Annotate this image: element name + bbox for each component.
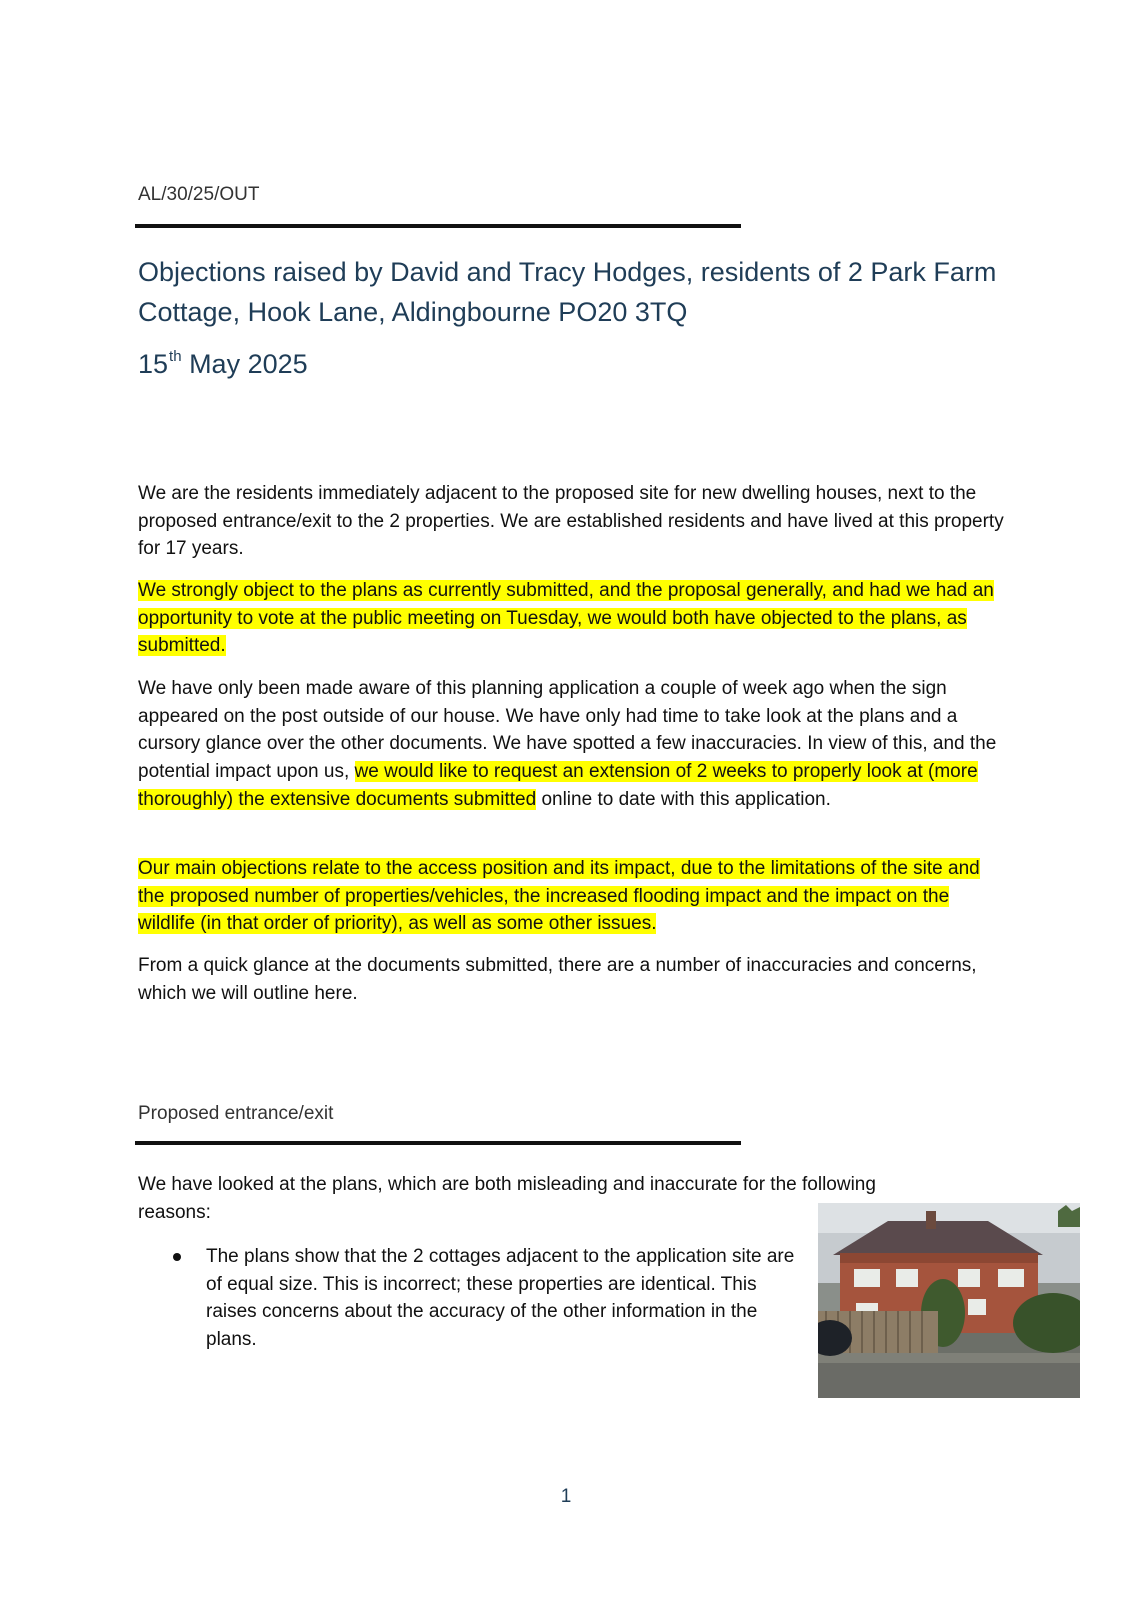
highlight-objection: We strongly object to the plans as currently submitted, and the proposal generally, and had we had an opportunity to vote at the public meeting on Tuesday, we would both have objected to the plans, as submitted.	[138, 580, 994, 657]
paragraph-residents: We are the residents immediately adjacent to the proposed site for new dwelling houses, next to the proposed entrance/exit to the 2 properties. We are established residents and have lived at this property for 17 years.	[138, 483, 1004, 560]
paragraph-objection	[138, 577, 1008, 660]
cottages-photo	[818, 1203, 1080, 1398]
date-suffix: th	[169, 348, 182, 365]
document-date	[138, 348, 308, 380]
text-awareness: We have only been made aware of this planning application a couple of week ago when the sign appeared on the post outside of our house. We have only had time to take look at the plans and a cursory glance over the other documents. We have spotted a few inaccuracies. In view of this, and the potential impact upon us,	[138, 678, 997, 783]
bullet-item: The plans show that the 2 cottages adjacent to the application site are of equal size. This is incorrect; these properties are identical. This raises concerns about the accuracy of the other information in the plans.	[206, 1246, 795, 1351]
reference-number: AL/30/25/OUT	[138, 184, 260, 205]
paragraph-extension-request	[138, 675, 1008, 814]
section-heading: Proposed entrance/exit	[138, 1103, 334, 1124]
section-divider	[135, 1141, 741, 1145]
text-application: online to date with this application.	[536, 788, 831, 810]
date-month-year: May 2025	[181, 349, 308, 379]
page-number: 1	[560, 1486, 572, 1507]
cottages-photo-illustration	[818, 1203, 1080, 1398]
section-intro: We have looked at the plans, which are both misleading and inaccurate for the following reasons:	[138, 1174, 876, 1223]
paragraph-inaccuracies: From a quick glance at the documents submitted, there are a number of inaccuracies and concerns, which we will outline here.	[138, 955, 977, 1004]
header-divider	[135, 224, 741, 228]
date-day: 15	[138, 349, 169, 379]
highlight-extension: we would like to request an extension of 2 weeks to properly look at (more thoroughly) the extensive documents submitted	[138, 761, 978, 810]
paragraph-main-objections	[138, 855, 1008, 938]
bullet-icon	[173, 1253, 181, 1261]
highlight-main-objections: Our main objections relate to the access position and its impact, due to the limitations of the site and the proposed number of properties/vehicles, the increased flooding impact and the impact on the wildlife (in that order of priority), as well as some other issues.	[138, 858, 980, 935]
document-title: Objections raised by David and Tracy Hodges, residents of 2 Park Farm Cottage, Hook Lane, Aldingbourne PO20 3TQ	[138, 257, 997, 327]
